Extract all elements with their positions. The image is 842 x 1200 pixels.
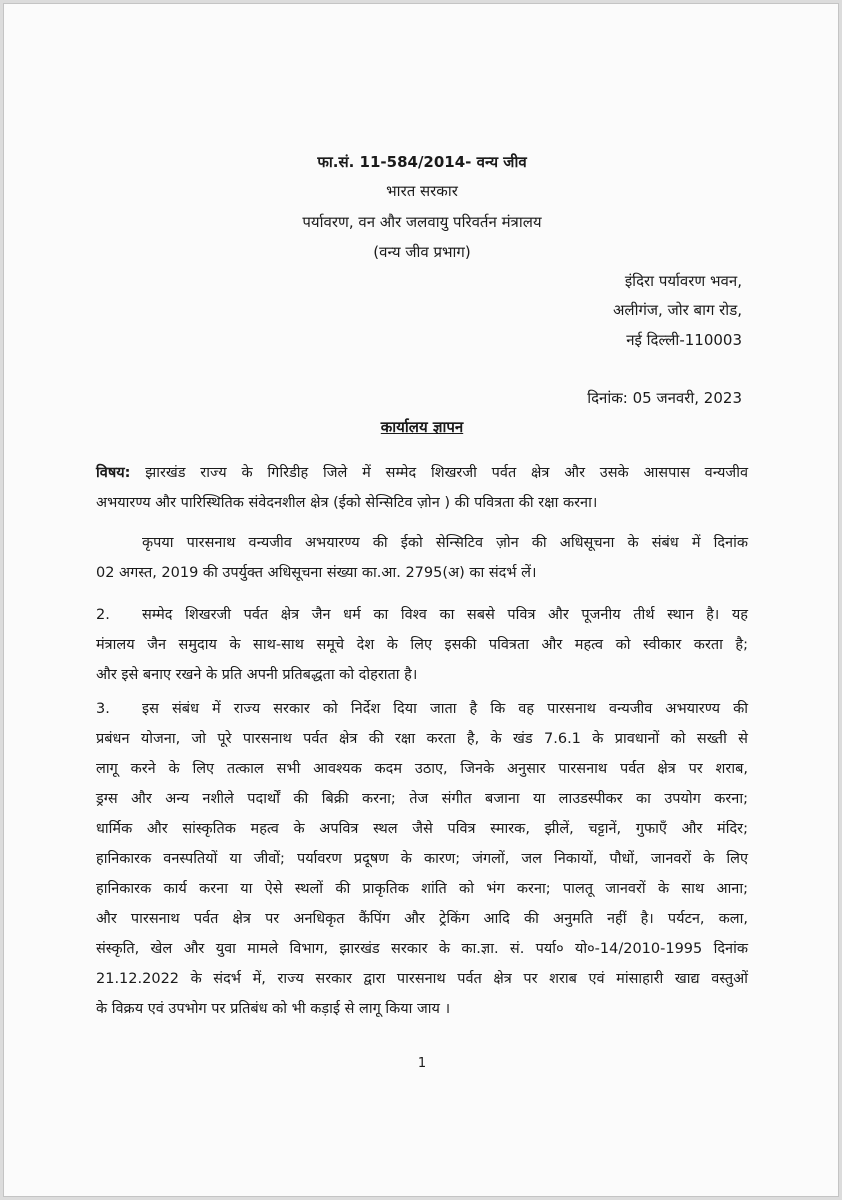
paragraph-3-line-4: ड्रग्स और अन्य नशीले पदार्थों की बिक्री करना; तेज संगीत बजाना या लाउडस्पीकर का उपयोग करना;: [96, 791, 748, 807]
ministry-name: पर्यावरण, वन और जलवायु परिवर्तन मंत्रालय: [302, 213, 542, 231]
paragraph-2-line-1: 2. सम्मेद शिखरजी पर्वत क्षेत्र जैन धर्म का विश्व का सबसे पवित्र और पूजनीय तीर्थ स्थान है। यह: [96, 600, 748, 630]
subject-line-1: विषय: झारखंड राज्य के गिरिडीह जिले में सम्मेद शिखरजी पर्वत क्षेत्र और उसके आसपास वन्यजीव: [96, 465, 749, 481]
document-heading-text: कार्यालय ज्ञापन: [380, 418, 464, 436]
subject-label: विषय:: [96, 465, 131, 481]
paragraph-1-line-2: 02 अगस्त, 2019 की उपर्युक्त अधिसूचना संख्या का.आ. 2795(अ) का संदर्भ लें।: [96, 565, 537, 581]
government-name: भारत सरकार: [386, 182, 458, 200]
subject-block: [96, 458, 748, 518]
division-name: (वन्य जीव प्रभाग): [373, 243, 471, 261]
subject-line-2: अभयारण्य और पारिस्थितिक संवेदनशील क्षेत्र (ईको सेन्सिटिव ज़ोन ) की पवित्रता की रक्षा करना।: [96, 495, 598, 511]
paragraph-3-number: 3.: [96, 701, 110, 717]
page-number: 1: [417, 1056, 427, 1071]
paragraph-3-line-10: 21.12.2022 के संदर्भ में, राज्य सरकार द्वारा पारसनाथ पर्वत क्षेत्र पर शराब एवं मांसाहारी खाद्य वस्तुओं: [96, 971, 748, 987]
paragraph-3-line-9: संस्कृति, खेल और युवा मामले विभाग, झारखंड सरकार के का.ज्ञा. सं. पर्या० यो०-14/2010-1995 दिनांक: [96, 941, 748, 957]
paragraph-2-line-2: मंत्रालय जैन समुदाय के साथ-साथ समूचे देश के लिए इसकी पवित्रता और महत्व को स्वीकार करता है;: [96, 637, 748, 653]
file-number: फा.सं. 11-584/2014- वन्य जीव: [317, 153, 527, 171]
paragraph-3-line-1: 3. इस संबंध में राज्य सरकार को निर्देश दिया जाता है कि वह पारसनाथ वन्यजीव अभयारण्य की: [96, 694, 748, 724]
paragraph-3-line-8: और पारसनाथ पर्वत क्षेत्र पर अनधिकृत कैंपिंग और ट्रेकिंग आदि की अनुमति नहीं है। पर्यटन, कला,: [96, 911, 748, 927]
paragraph-1: [96, 528, 748, 588]
paragraph-3-line-2: प्रबंधन योजना, जो पूरे पारसनाथ पर्वत क्षेत्र की रक्षा करता है, के खंड 7.6.1 के प्रावधानों को सख्ती से: [96, 731, 748, 747]
paragraph-3-line-6: हानिकारक वनस्पतियों या जीवों; पर्यावरण प्रदूषण के कारण; जंगलों, जल निकायों, पौधों, जानवरों के लिए: [96, 851, 748, 867]
address-line-1: इंदिरा पर्यावरण भवन,: [624, 272, 742, 290]
address-line-3: नई दिल्ली-110003: [626, 331, 742, 349]
document-page: [3, 3, 839, 1197]
memo-date: दिनांक: 05 जनवरी, 2023: [587, 389, 742, 407]
paragraph-3-line-11: के विक्रय एवं उपभोग पर प्रतिबंध को भी कड़ाई से लागू किया जाय ।: [96, 1001, 451, 1017]
paragraph-3: [96, 694, 748, 1024]
paragraph-2-number: 2.: [96, 607, 110, 623]
paragraph-3-line-7: हानिकारक कार्य करना या ऐसे स्थलों की प्राकृतिक शांति को भंग करना; पालतू जानवरों के साथ आना;: [96, 881, 748, 897]
paragraph-3-line-5: धार्मिक और सांस्कृतिक महत्व के अपवित्र स्थल जैसे पवित्र स्मारक, झीलें, चट्टानें, गुफाएँ और मंदिर;: [96, 821, 748, 837]
document-heading: [4, 417, 839, 437]
paragraph-2-line-3: और इसे बनाए रखने के प्रति अपनी प्रतिबद्धता को दोहराता है।: [96, 667, 418, 683]
paragraph-1-line-1: कृपया पारसनाथ वन्यजीव अभयारण्य की ईको सेन्सिटिव ज़ोन की अधिसूचना के संबंध में दिनांक: [142, 535, 748, 551]
address-line-2: अलीगंज, जोर बाग रोड,: [612, 301, 742, 319]
paragraph-3-line-3: लागू करने के लिए तत्काल सभी आवश्यक कदम उठाए, जिनके अनुसार पारसनाथ पर्वत क्षेत्र पर शराब,: [96, 761, 748, 777]
paragraph-2: [96, 600, 748, 690]
